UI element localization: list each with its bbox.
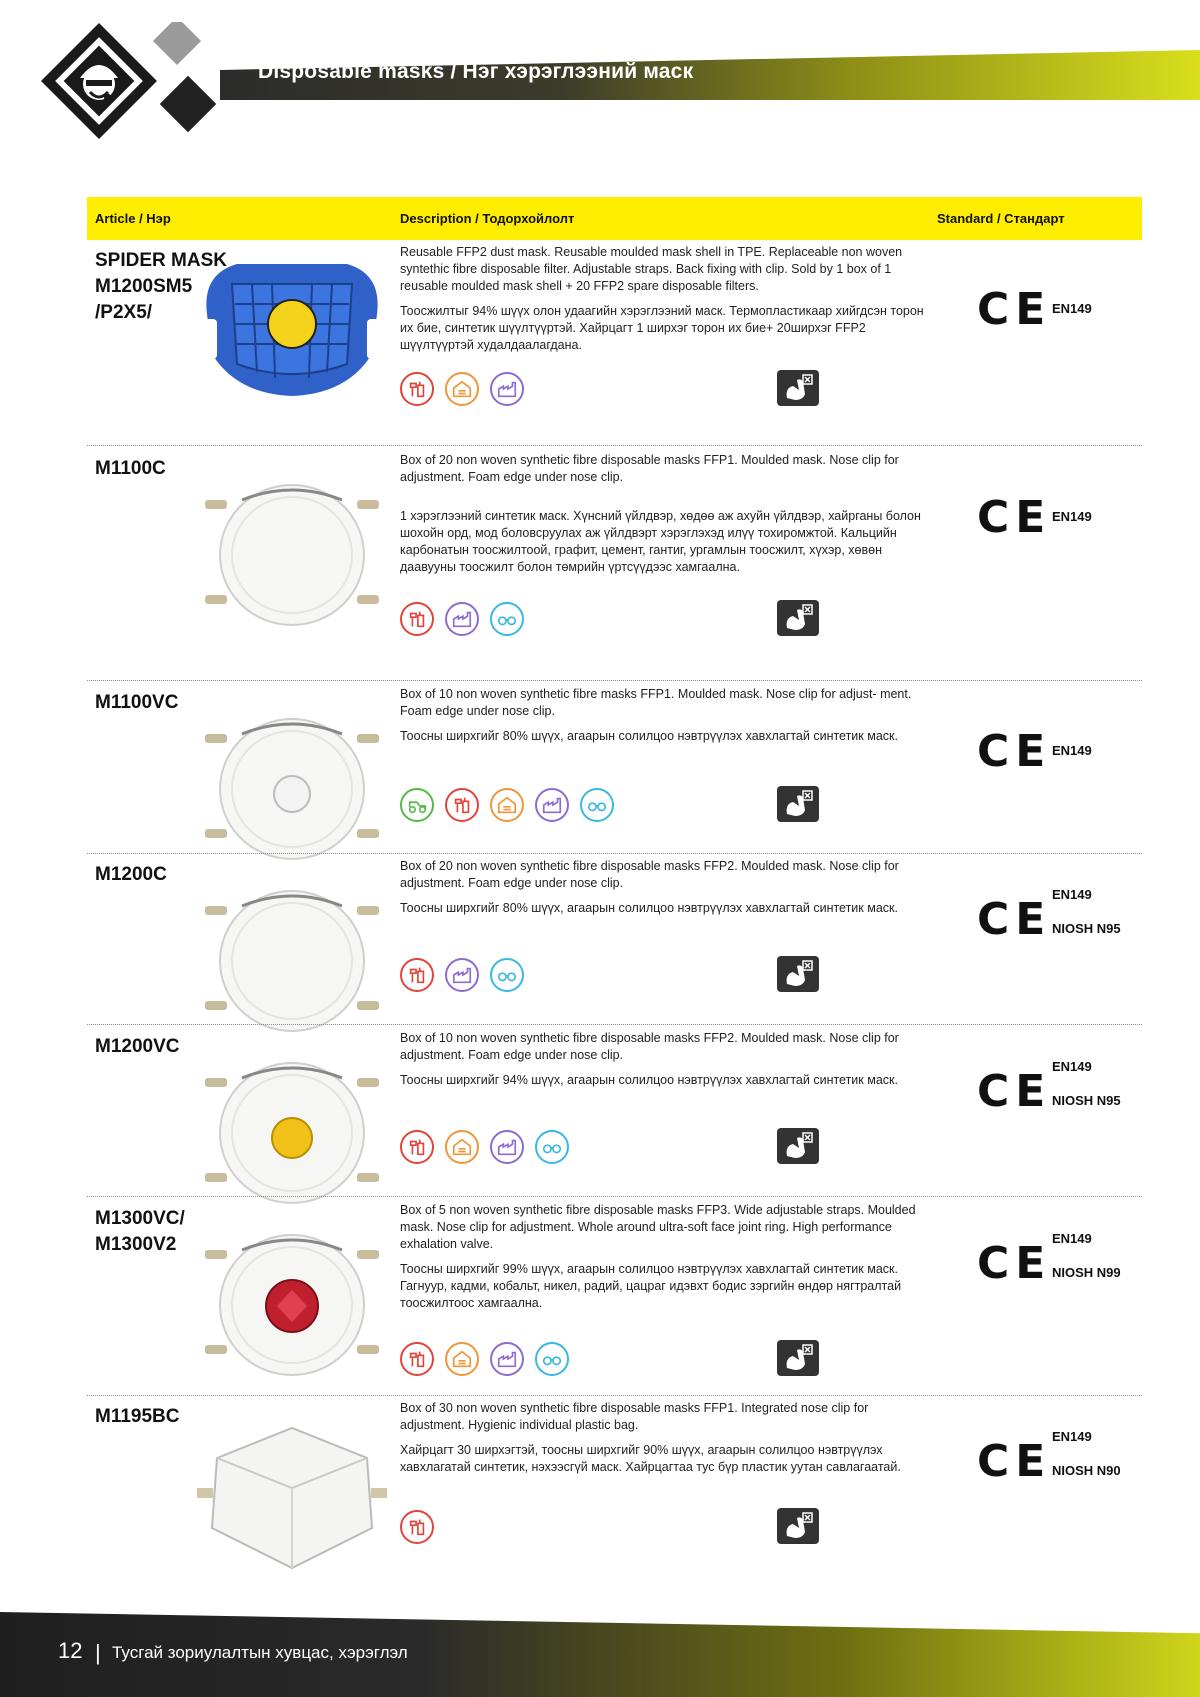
description-mongolian: Тоосны ширхгийг 80% шүүх, агаарын солилцоо нэвтрүүлэх хавхлагтай синтетик маск. <box>400 901 898 915</box>
product-description <box>400 858 930 925</box>
hazard-tool-icon <box>400 602 434 636</box>
standard-label: NIOSH N95 <box>1052 921 1121 936</box>
worker-respirator-icon <box>40 22 240 162</box>
row-separator <box>87 1395 1142 1396</box>
column-standard: Standard / Стандарт <box>937 211 1065 226</box>
ce-mark: CE <box>977 1436 1052 1487</box>
product-row <box>87 1400 1142 1580</box>
standard-label: EN149 <box>1052 1429 1092 1444</box>
description-mongolian: Тоосны ширхгийг 99% шүүх, агаарын солилцоо нэвтрүүлэх хавхлагтай синтетик маск. Гагнуур, кадми, кобальт, никел, радий, цацраг идэвхт бодис зэргийн өндөр нягтралтай тоосжилтоос хамгаална. <box>400 1262 902 1310</box>
product-description <box>400 1400 930 1484</box>
page-title: Disposable masks / Нэг хэрэглээний маск <box>258 60 694 83</box>
hazard-icons <box>400 1342 760 1382</box>
product-article: M1100C <box>95 458 166 479</box>
description-mongolian: Тоосжилтыг 94% шүүх олон удаагийн хэрэглээний маск. Термопластикаар хийгдсэн торон их бие, синтетик шүүлтүүртэй. Хайрцагт 1 ширхэг торон их бие+ 20ширхэг FFP2 шүүлтүүртэй худалдаалагдана. <box>400 304 924 352</box>
disposable-icon <box>777 600 819 636</box>
product-article: SPIDER MASK M1200SM5 /P2X5/ <box>95 250 227 323</box>
description-mongolian: Тоосны ширхгийг 80% шүүх, агаарын солилцоо нэвтрүүлэх хавхлагтай синтетик маск. <box>400 729 898 743</box>
factory-icon <box>490 1342 524 1376</box>
product-description <box>400 686 930 753</box>
row-separator <box>87 445 1142 446</box>
ce-mark: CE <box>977 894 1052 945</box>
product-description <box>400 1030 930 1097</box>
table-header <box>87 197 1142 240</box>
row-separator <box>87 680 1142 681</box>
product-row <box>87 686 1142 848</box>
hazard-icons <box>400 1510 760 1550</box>
product-description <box>400 452 930 584</box>
disposable-icon <box>777 1128 819 1164</box>
product-photo <box>197 1418 387 1583</box>
ce-mark: CE <box>977 284 1052 335</box>
disposable-icon <box>777 1340 819 1376</box>
standard-label: NIOSH N90 <box>1052 1463 1121 1478</box>
building-icon <box>445 372 479 406</box>
description-english: Box of 20 non woven synthetic fibre disposable masks FFP1. Moulded mask. Nose clip for adjustment. Foam edge under nose clip. <box>400 453 899 484</box>
goggles-icon <box>490 958 524 992</box>
hazard-tool-icon <box>400 372 434 406</box>
factory-icon <box>490 372 524 406</box>
column-description: Description / Тодорхойлолт <box>400 211 575 226</box>
ce-mark: CE <box>977 1066 1052 1117</box>
standard-label: NIOSH N99 <box>1052 1265 1121 1280</box>
standard-label: EN149 <box>1052 301 1092 316</box>
standard-label: NIOSH N95 <box>1052 1093 1121 1108</box>
hazard-icons <box>400 788 760 828</box>
hazard-icons <box>400 372 760 412</box>
description-mongolian: Хайрцагт 30 ширхэгтэй, тоосны ширхгийг 90% шүүх, агаарын солилцоо нэвтрүүлэх хавхлагатай синтетик, нэхээсгүй маск. Хайрцагтаа тус бүр пластик уутан савлагаатай. <box>400 1443 901 1474</box>
description-english: Box of 20 non woven synthetic fibre disposable masks FFP2. Moulded mask. Nose clip for adjustment. Foam edge under nose clip. <box>400 859 899 890</box>
hazard-tool-icon <box>445 788 479 822</box>
goggles-icon <box>580 788 614 822</box>
product-photo <box>197 244 387 409</box>
description-mongolian: 1 хэрэглээний синтетик маск. Хүнсний үйлдвэр, хөдөө аж ахуйн үйлдвэр, хайрганы болон шохойн орд, мод боловсруулах аж үйлдвэрт хэрэглэхэд илүү тохиромжтой. Кальцийн карбонатын тоосжилтоой, графит, цемент, гантиг, ургамлын тоосжилт, хүхэр, хөвөн даавууны тоосжилт болон төмрийн үртсүүдээс хамгаална. <box>400 509 921 574</box>
description-english: Box of 5 non woven synthetic fibre disposable masks FFP3. Wide adjustable straps. Moulded mask. Nose clip for adjustment. Whole around ultra-soft face joint ring. High performance exhalation valve. <box>400 1203 916 1251</box>
ce-mark: CE <box>977 726 1052 777</box>
building-icon <box>490 788 524 822</box>
ce-mark: CE <box>977 1238 1052 1289</box>
product-row <box>87 858 1142 1020</box>
product-description <box>400 1202 930 1320</box>
description-english: Box of 10 non woven synthetic fibre masks FFP1. Moulded mask. Nose clip for adjust- ment. Foam edge under nose clip. <box>400 687 912 718</box>
product-article: M1100VC <box>95 692 179 713</box>
hazard-icons <box>400 602 760 642</box>
tractor-icon <box>400 788 434 822</box>
standard-label: EN149 <box>1052 1231 1092 1246</box>
product-article: M1200C <box>95 864 167 885</box>
column-article: Article / Нэр <box>95 211 171 226</box>
factory-icon <box>490 1130 524 1164</box>
product-photo <box>197 1048 387 1213</box>
standard-label: EN149 <box>1052 743 1092 758</box>
disposable-icon <box>777 370 819 406</box>
product-row <box>87 244 1142 442</box>
description-mongolian: Тоосны ширхгийг 94% шүүх, агаарын солилцоо нэвтрүүлэх хавхлагтай синтетик маск. <box>400 1073 898 1087</box>
hazard-tool-icon <box>400 1130 434 1164</box>
building-icon <box>445 1130 479 1164</box>
product-photo <box>197 876 387 1041</box>
hazard-tool-icon <box>400 1510 434 1544</box>
standard-label: EN149 <box>1052 509 1092 524</box>
product-row <box>87 1202 1142 1390</box>
description-english: Reusable FFP2 dust mask. Reusable moulded mask shell in TPE. Replaceable non woven syntethic fibre disposable filter. Adjustable straps. Back fixing with clip. Sold by 1 box of 1 reusable moulded mask shell + 20 FFP2 spare disposable filters. <box>400 245 903 293</box>
description-english: Box of 30 non woven synthetic fibre disposable masks FFP1. Integrated nose clip for adjustment. Hygienic individual plastic bag. <box>400 1401 869 1432</box>
factory-icon <box>445 602 479 636</box>
product-article: M1300VC/ M1300V2 <box>95 1208 185 1255</box>
hazard-tool-icon <box>400 1342 434 1376</box>
ce-mark: CE <box>977 492 1052 543</box>
hazard-icons <box>400 1130 760 1170</box>
product-photo <box>197 470 387 635</box>
goggles-icon <box>535 1130 569 1164</box>
product-row <box>87 1030 1142 1192</box>
footer-text: Тусгай зориулалтын хувцас, хэрэглэл <box>112 1643 408 1662</box>
disposable-icon <box>777 956 819 992</box>
factory-icon <box>535 788 569 822</box>
product-photo <box>197 1220 387 1385</box>
product-article: M1195BC <box>95 1406 180 1427</box>
disposable-icon <box>777 1508 819 1544</box>
row-separator <box>87 1024 1142 1025</box>
description-english: Box of 10 non woven synthetic fibre disposable masks FFP2. Moulded mask. Nose clip for adjustment. Foam edge under nose clip. <box>400 1031 899 1062</box>
row-separator <box>87 853 1142 854</box>
hazard-tool-icon <box>400 958 434 992</box>
header-logo <box>40 22 240 162</box>
standard-label: EN149 <box>1052 1059 1092 1074</box>
footer-separator: | <box>95 1640 101 1665</box>
product-description <box>400 244 930 362</box>
standard-label: EN149 <box>1052 887 1092 902</box>
hazard-icons <box>400 958 760 998</box>
product-article: M1200VC <box>95 1036 180 1057</box>
page-number: 12 <box>58 1638 83 1663</box>
goggles-icon <box>490 602 524 636</box>
product-photo <box>197 704 387 869</box>
row-separator <box>87 1196 1142 1197</box>
factory-icon <box>445 958 479 992</box>
product-row <box>87 452 1142 678</box>
building-icon <box>445 1342 479 1376</box>
goggles-icon <box>535 1342 569 1376</box>
disposable-icon <box>777 786 819 822</box>
